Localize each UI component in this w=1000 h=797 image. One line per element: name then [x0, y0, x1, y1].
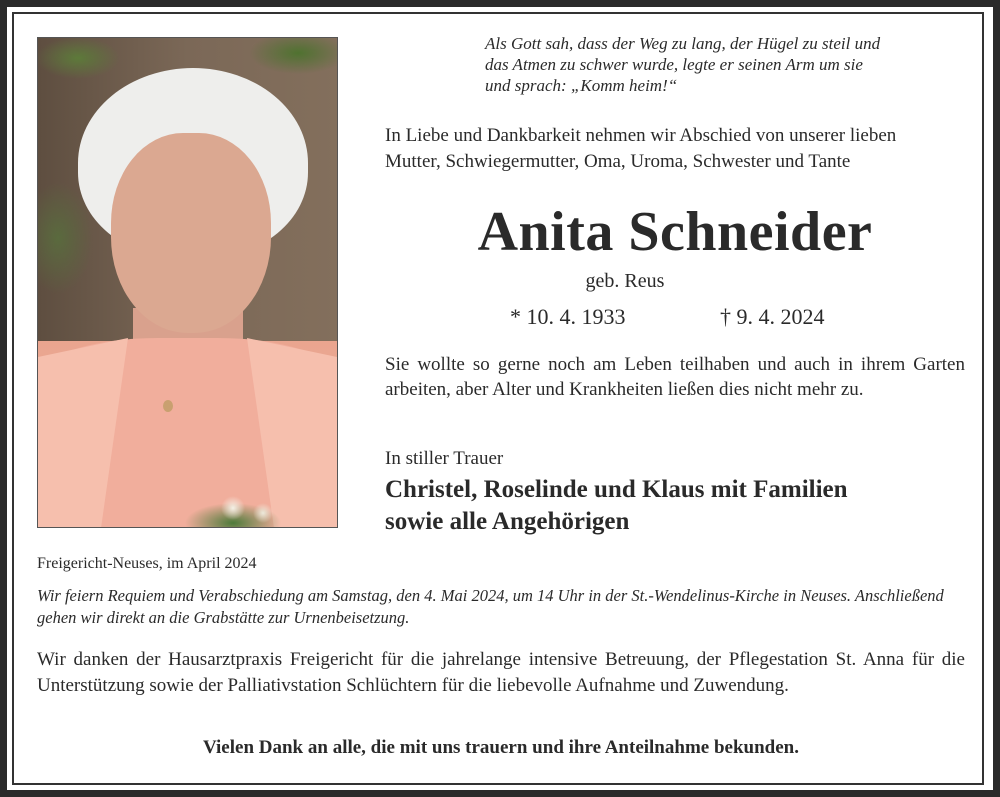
portrait-photo [37, 37, 338, 528]
deceased-name: Anita Schneider [477, 201, 873, 263]
service-info: Wir feiern Requiem und Verabschiedung am Samstag, den 4. Mai 2024, um 14 Uhr in der St.-Wendelinus-Kirche in Neuses. Anschließend gehen wir direkt an die Grabstätte zur Urnenbeisetzung. [37, 586, 944, 627]
mourners-label: In stiller Trauer [385, 448, 504, 469]
mourners-line: sowie alle Angehörigen [385, 508, 630, 535]
intro-line: In Liebe und Dankbarkeit nehmen wir Abschied von unserer lieben [385, 125, 897, 146]
closing-text: Vielen Dank an alle, die mit uns trauern und ihre Anteilnahme bekunden. [203, 737, 799, 758]
pendant [163, 400, 173, 412]
intro-text [385, 123, 896, 175]
birth-name: geb. Reus [585, 270, 665, 292]
face [111, 133, 271, 333]
quote-line: und sprach: „Komm heim!“ [485, 76, 678, 95]
quote-line: Als Gott sah, dass der Weg zu lang, der Hügel zu steil und [485, 34, 881, 53]
mourners-line: Christel, Roselinde und Klaus mit Familien [385, 476, 848, 503]
intro-line: Mutter, Schwiegermutter, Oma, Uroma, Schwester und Tante [385, 151, 851, 172]
mourners-names [385, 474, 848, 538]
message-text: Sie wollte so gerne noch am Leben teilhaben und auch in ihrem Garten arbeiten, aber Alter und Krankheiten ließen dies nicht mehr zu. [385, 354, 965, 400]
birth-date: * 10. 4. 1933 [510, 304, 626, 329]
death-date: † 9. 4. 2024 [720, 304, 825, 329]
quote-line: das Atmen zu schwer wurde, legte er seinen Arm um sie [485, 55, 863, 74]
place-date: Freigericht-Neuses, im April 2024 [37, 555, 257, 572]
quote [485, 33, 880, 96]
thanks-text: Wir danken der Hausarztpraxis Freigericht für die jahrelange intensive Betreuung, der Pflegestation St. Anna für die Unterstützung sowie der Palliativstation Schlüchtern für die liebevolle Aufnahme und Zuwendung. [37, 649, 965, 696]
flowers [153, 488, 323, 528]
